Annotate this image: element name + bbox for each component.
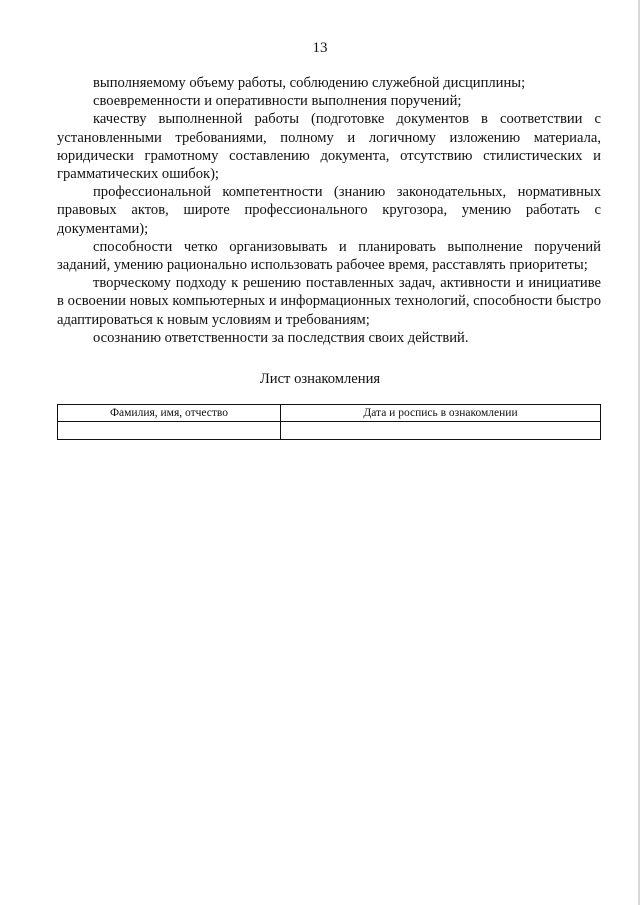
paragraph: способности четко организовывать и планировать выполнение поручений заданий, умению рационально использовать рабочее время, расставлять приоритеты; [57,238,601,274]
table-cell-full-name [58,422,281,440]
table-row [58,422,601,440]
table-header-row [58,405,601,422]
acquaintance-table [57,404,601,440]
paragraph: творческому подходу к решению поставленных задач, активности и инициативе в освоении новых компьютерных и информационных технологий, способности быстро адаптироваться к новым условиям и требованиям; [57,275,601,328]
column-header-full-name: Фамилия, имя, отчество [58,405,281,422]
acquaintance-sheet-title: Лист ознакомления [259,371,381,387]
page-number: 13 [312,40,328,56]
paragraph: выполняемому объему работы, соблюдению служебной дисциплины; [93,75,526,91]
body-text [57,74,601,347]
paragraph: осознанию ответственности за последствия своих действий. [93,329,469,346]
column-header-date-signature: Дата и роспись в ознакомлении [281,405,601,422]
paragraph: профессиональной компетентности (знанию законодательных, нормативных правовых актов, широте профессионального кругозора, умению работать с документами); [57,184,601,237]
table-cell-date-signature [281,422,601,440]
paragraph: качеству выполненной работы (подготовке документов в соответствии с установленными требованиями, полному и логичному изложению материала, юридически грамотному составлению документа, отсутствию стилистических и грамматических ошибок); [57,111,601,183]
paragraph: своевременности и оперативности выполнения поручений; [93,93,462,110]
